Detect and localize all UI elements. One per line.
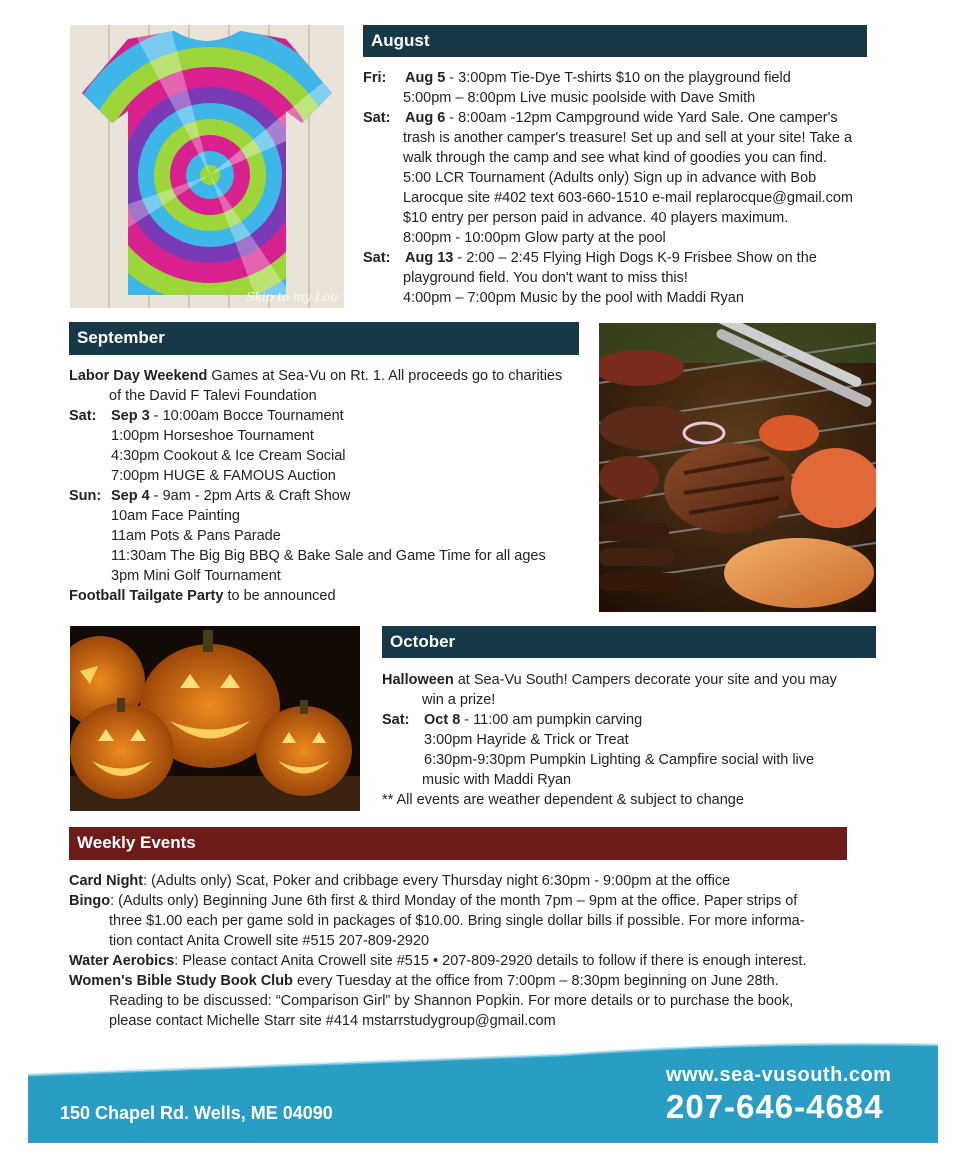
september-line: 10am Face Painting [111,508,240,524]
september-line: of the David F Talevi Foundation [109,388,317,404]
august-line: Fri: Aug 5 - 3:00pm Tie-Dye T-shirts $10 on the playground field [363,70,791,86]
august-line: 4:00pm – 7:00pm Music by the pool with Maddi Ryan [403,290,744,306]
october-header [382,626,876,658]
september-events [69,366,562,606]
october-line: 6:30pm-9:30pm Pumpkin Lighting & Campfire social with live [424,752,815,768]
weekly-line: Bingo: (Adults only) Beginning June 6th first & third Monday of the month 7pm – 9pm at the office. Paper strips of [69,893,798,909]
september-title: September [77,328,165,347]
august-line: playground field. You don't want to miss this! [403,270,688,286]
september-line: Sun: Sep 4 - 9am - 2pm Arts & Craft Show [69,488,351,504]
october-events [382,670,837,810]
october-line: 3:00pm Hayride & Trick or Treat [424,732,629,748]
august-line: Sat: Aug 13 - 2:00 – 2:45 Flying High Dogs K-9 Frisbee Show on the [363,250,817,266]
bbq-grill-image [599,323,876,612]
october-title: October [390,632,456,651]
august-line: 5:00 LCR Tournament (Adults only) Sign up in advance with Bob [403,170,817,186]
august-events [363,68,853,308]
weekly-line: Women's Bible Study Book Club every Tuesday at the office from 7:00pm – 8:30pm beginning on June 28th. [69,973,779,989]
weekly-line: please contact Michelle Starr site #414 mstarrstudygroup@gmail.com [109,1013,556,1029]
october-line: Sat: Oct 8 - 11:00 am pumpkin carving [382,712,643,728]
october-line: win a prize! [422,692,496,708]
august-line: $10 entry per person paid in advance. 40 players maximum. [403,210,789,226]
october-note: ** All events are weather dependent & subject to change [382,792,744,808]
weekly-events-header [69,827,847,860]
weekly-line: Water Aerobics: Please contact Anita Crowell site #515 • 207-809-2920 details to follow if there is enough interest. [69,953,807,969]
august-line: Larocque site #402 text 603-660-1510 e-mail replarocque@gmail.com [403,190,853,206]
weekly-events [69,871,806,1031]
weekly-events-title: Weekly Events [77,833,196,852]
october-line: Halloween at Sea-Vu South! Campers decorate your site and you may [382,672,837,688]
august-line: trash is another camper's treasure! Set up and sell at your site! Take a [403,130,853,146]
october-line: music with Maddi Ryan [422,772,572,788]
footer-phone[interactable]: 207-646-4684 [666,1088,884,1125]
september-line: 11:30am The Big Big BBQ & Bake Sale and Game Time for all ages [111,548,546,564]
pumpkins-image [70,626,360,811]
august-line: walk through the camp and see what kind of goodies you can find. [403,150,827,166]
august-header [363,25,867,57]
weekly-line: tion contact Anita Crowell site #515 207-809-2920 [109,933,430,949]
weekly-line: three $1.00 each per game sold in packages of $10.00. Bring single dollar bills if possible. For more informa- [109,913,805,929]
september-line: 11am Pots & Pans Parade [111,528,281,544]
september-line: Sat: Sep 3 - 10:00am Bocce Tournament [69,408,344,424]
september-line: 3pm Mini Golf Tournament [111,568,281,584]
august-line: Sat: Aug 6 - 8:00am -12pm Campground wide Yard Sale. One camper's [363,110,838,126]
september-header [69,322,579,355]
tie-dye-shirt-image [70,25,344,308]
september-line: 1:00pm Horseshoe Tournament [111,428,314,444]
footer-address: 150 Chapel Rd. Wells, ME 04090 [60,1103,333,1123]
september-line: Football Tailgate Party to be announced [69,588,336,604]
weekly-line: Card Night: (Adults only) Scat, Poker and cribbage every Thursday night 6:30pm - 9:00pm at the office [69,873,731,889]
august-title: August [371,31,430,50]
august-line: 8:00pm - 10:00pm Glow party at the pool [403,230,666,246]
footer-website[interactable]: www.sea-vusouth.com [666,1064,892,1086]
august-line: 5:00pm – 8:00pm Live music poolside with Dave Smith [403,90,756,106]
weekly-line: Reading to be discussed: “Comparison Girl” by Shannon Popkin. For more details or to purchase the book, [109,993,794,1009]
september-line: 7:00pm HUGE & FAMOUS Auction [111,468,336,484]
tshirt-watermark: Skip to my Lou [246,290,338,304]
september-line: Labor Day Weekend Games at Sea-Vu on Rt. 1. All proceeds go to charities [69,368,563,384]
september-line: 4:30pm Cookout & Ice Cream Social [111,448,346,464]
